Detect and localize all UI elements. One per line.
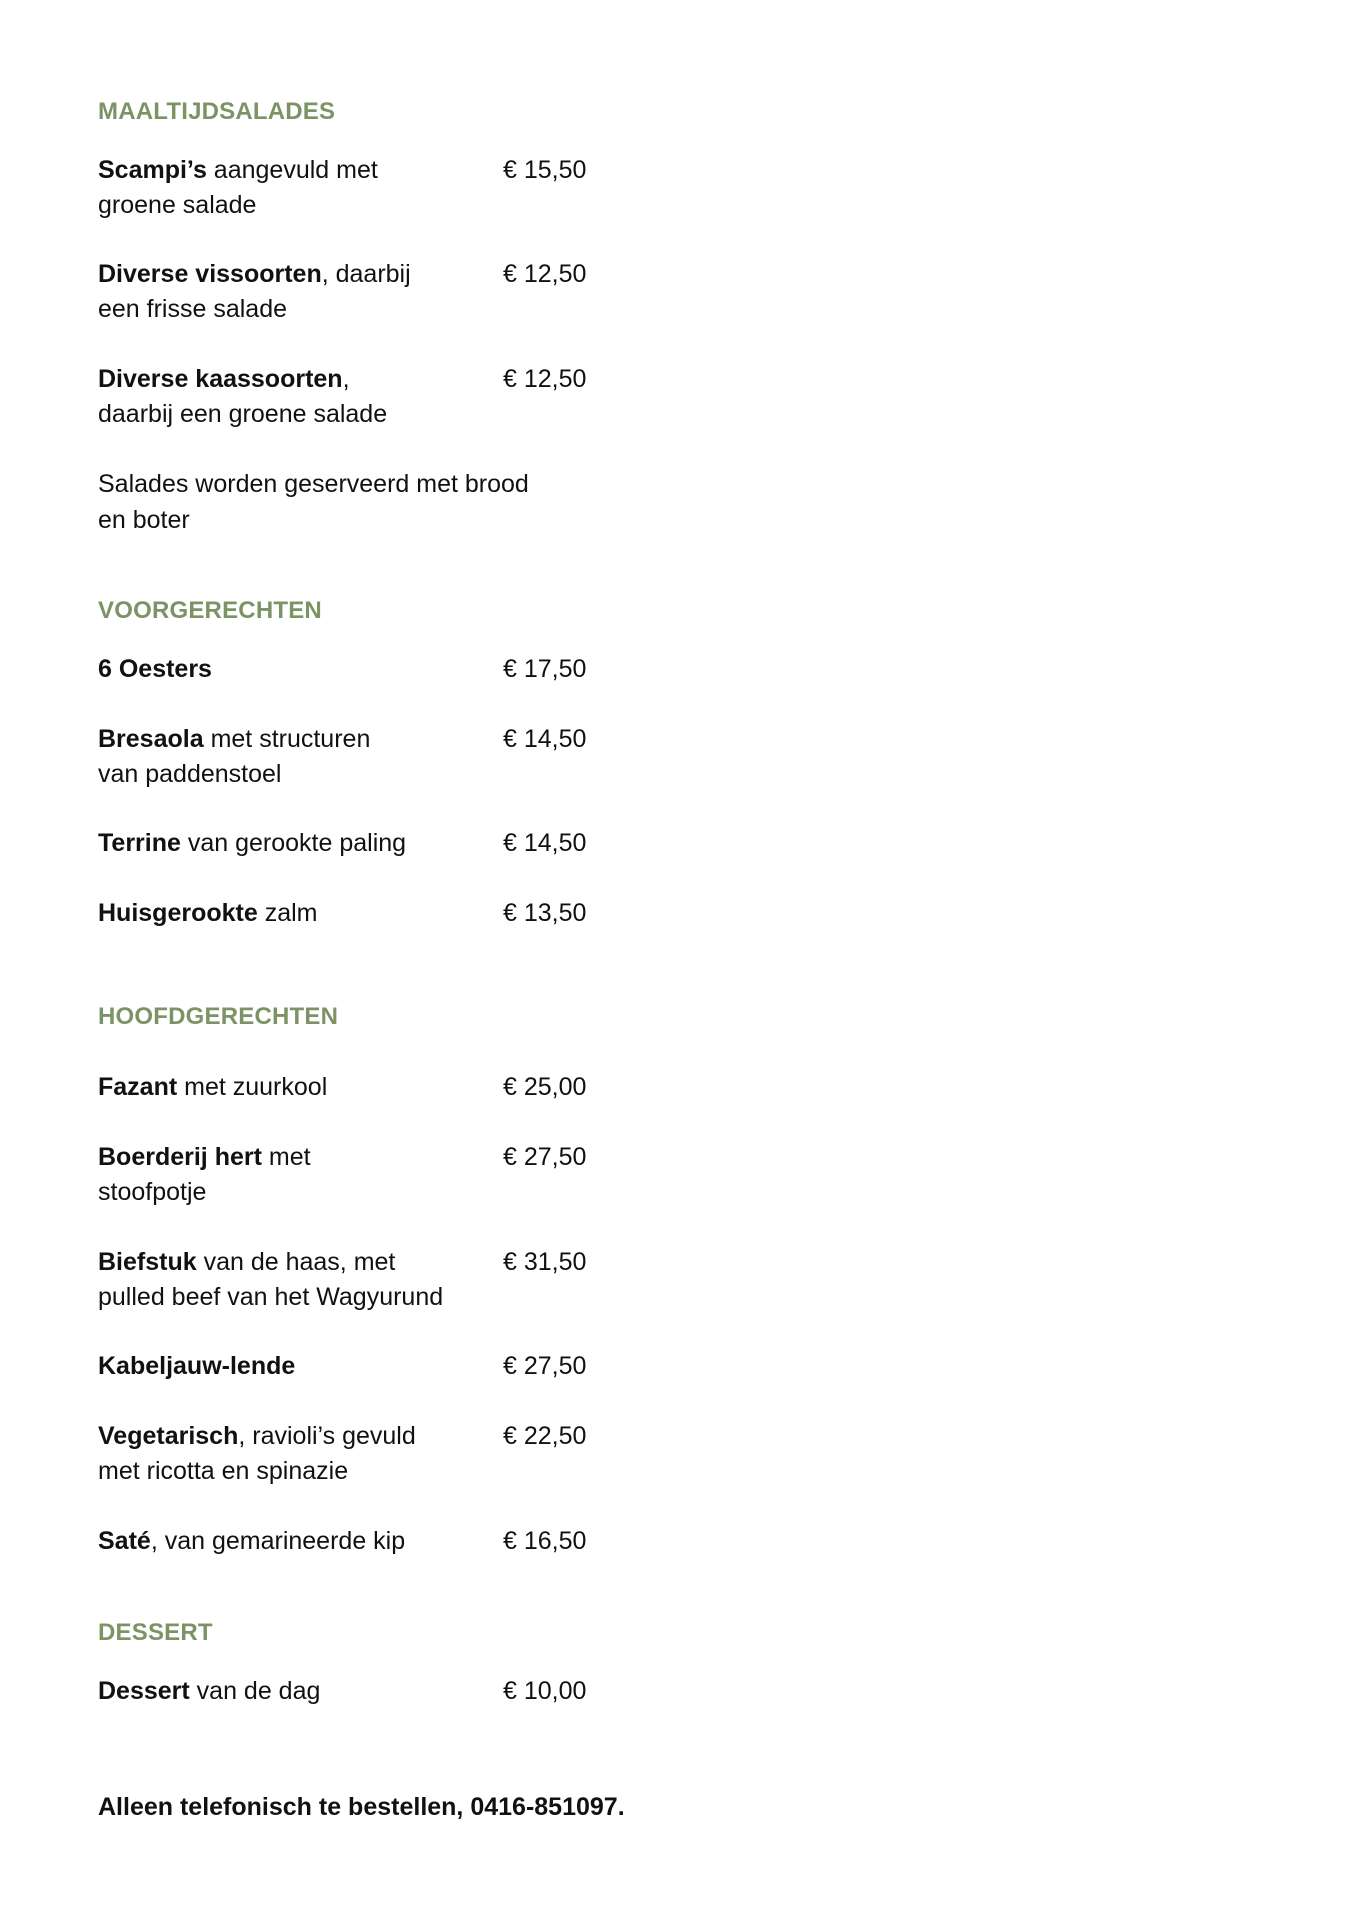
- item-price: € 17,50: [503, 655, 587, 683]
- item-description: [98, 1245, 498, 1315]
- item-price: € 13,50: [503, 899, 587, 927]
- item-detail: zalm: [257, 899, 318, 927]
- item-description: [98, 1349, 498, 1384]
- item-description: [98, 1070, 498, 1105]
- item-description: [98, 652, 498, 687]
- item-description: [98, 826, 498, 861]
- item-name: Diverse vissoorten: [98, 260, 322, 288]
- item-price: € 14,50: [503, 725, 587, 753]
- note-line: en boter: [98, 506, 190, 534]
- item-description: [98, 153, 498, 223]
- item-price: € 12,50: [503, 365, 587, 393]
- section-heading-voorgerechten: VOORGERECHTEN: [98, 597, 322, 624]
- item-name: Boerderij hert: [98, 1143, 262, 1171]
- item-name: Fazant: [98, 1073, 178, 1101]
- item-price: € 12,50: [503, 260, 587, 288]
- item-name: Saté: [98, 1527, 151, 1555]
- item-name: Dessert: [98, 1677, 190, 1705]
- item-detail: ,: [342, 365, 350, 393]
- item-description: [98, 722, 498, 792]
- item-detail: , ravioli’s gevuld: [238, 1422, 416, 1450]
- item-detail: van de dag: [189, 1677, 321, 1705]
- item-detail: met zuurkool: [177, 1073, 328, 1101]
- item-name: Bresaola: [98, 725, 204, 753]
- item-name: Huisgerookte: [98, 899, 258, 927]
- item-detail-line2: daarbij een groene salade: [98, 400, 388, 428]
- item-detail-line2: groene salade: [98, 191, 257, 219]
- item-price: € 27,50: [503, 1143, 587, 1171]
- item-description: [98, 1419, 498, 1489]
- item-price: € 14,50: [503, 829, 587, 857]
- item-detail-line2: van paddenstoel: [98, 760, 282, 788]
- item-detail: , daarbij: [321, 260, 411, 288]
- item-name: Terrine: [98, 829, 181, 857]
- item-detail-line2: stoofpotje: [98, 1178, 207, 1206]
- item-price: € 10,00: [503, 1677, 587, 1705]
- note-line: Salades worden geserveerd met brood: [98, 470, 529, 498]
- item-detail-line2: een frisse salade: [98, 295, 288, 323]
- order-by-phone-note: Alleen telefonisch te bestellen, 0416-851097.: [98, 1793, 625, 1821]
- item-name: Vegetarisch: [98, 1422, 239, 1450]
- item-description: [98, 896, 498, 931]
- item-price: € 27,50: [503, 1352, 587, 1380]
- item-name: Scampi’s: [98, 156, 207, 184]
- item-detail: aangevuld met: [206, 156, 378, 184]
- item-price: € 25,00: [503, 1073, 587, 1101]
- item-price: € 22,50: [503, 1422, 587, 1450]
- section-heading-hoofdgerechten: HOOFDGERECHTEN: [98, 1003, 339, 1030]
- item-detail: met: [261, 1143, 311, 1171]
- item-detail: van de haas, met: [196, 1248, 396, 1276]
- item-description: [98, 1524, 498, 1559]
- item-description: [98, 362, 498, 432]
- item-description: [98, 1140, 498, 1210]
- item-detail: met structuren: [203, 725, 371, 753]
- item-price: € 31,50: [503, 1248, 587, 1276]
- item-price: € 16,50: [503, 1527, 587, 1555]
- item-name: 6 Oesters: [98, 655, 212, 683]
- item-detail-line2: pulled beef van het Wagyurund: [98, 1283, 444, 1311]
- item-description: [98, 257, 498, 327]
- item-detail: van gerookte paling: [180, 829, 407, 857]
- item-name: Diverse kaassoorten: [98, 365, 343, 393]
- salad-note: [98, 466, 529, 538]
- item-detail-line2: met ricotta en spinazie: [98, 1457, 349, 1485]
- section-heading-maaltijdsalades: MAALTIJDSALADES: [98, 98, 336, 125]
- item-price: € 15,50: [503, 156, 587, 184]
- item-name: Biefstuk: [98, 1248, 197, 1276]
- item-description: [98, 1674, 498, 1709]
- item-name: Kabeljauw-lende: [98, 1352, 296, 1380]
- section-heading-dessert: DESSERT: [98, 1619, 213, 1646]
- item-detail: , van gemarineerde kip: [150, 1527, 406, 1555]
